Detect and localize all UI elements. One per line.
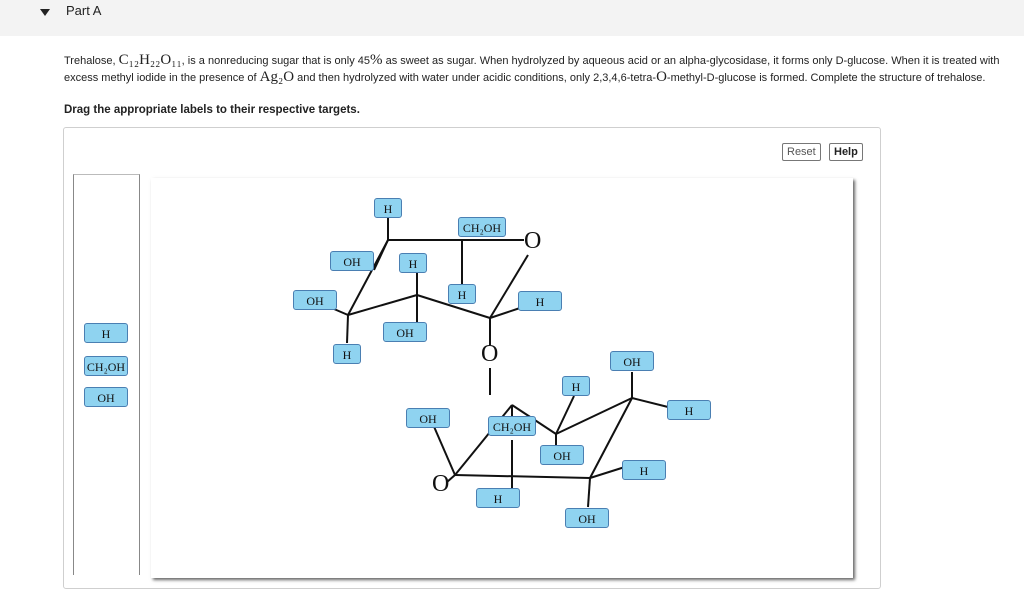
- percent-sign: %: [370, 52, 383, 68]
- problem-text-3: as sweet as sugar. When hydrolyzed by aqueous acid or an alpha-glycosidase, it forms only D-glucose. When it is treated with excess methyl iodide in the presence of: [64, 55, 1000, 84]
- target-lower-oh-mid[interactable]: OH: [540, 445, 584, 465]
- target-upper-c2-h[interactable]: H: [333, 344, 361, 364]
- part-title: Part A: [66, 3, 102, 18]
- target-upper-c3-oh[interactable]: OH: [330, 251, 374, 271]
- bank-label-ch2oh[interactable]: CH₂OH: [84, 356, 128, 376]
- target-lower-h-bottom[interactable]: H: [476, 488, 520, 508]
- target-lower-oh-bottom[interactable]: OH: [565, 508, 609, 528]
- bank-label-h[interactable]: H: [84, 323, 128, 343]
- target-upper-c5-h[interactable]: H: [448, 284, 476, 304]
- target-lower-ch2oh[interactable]: CH₂OH: [488, 416, 536, 436]
- bank-label-oh[interactable]: OH: [84, 387, 128, 407]
- lower-ring-oxygen: O: [432, 471, 450, 497]
- problem-text-5: -methyl-D-glucose is formed. Complete the structure of trehalose.: [666, 72, 986, 84]
- glycosidic-oxygen: O: [481, 341, 499, 367]
- target-upper-c4-oh[interactable]: OH: [383, 322, 427, 342]
- instruction: Drag the appropriate labels to their respective targets.: [64, 104, 360, 116]
- upper-ring-oxygen: O: [524, 228, 542, 254]
- reagent-formula: Ag₂O: [259, 69, 295, 85]
- target-upper-ch2oh[interactable]: CH₂OH: [458, 217, 506, 237]
- help-button[interactable]: Help: [829, 143, 863, 161]
- target-lower-h-right[interactable]: H: [667, 400, 711, 420]
- target-lower-oh-right[interactable]: OH: [610, 351, 654, 371]
- target-lower-oh-left[interactable]: OH: [406, 408, 450, 428]
- problem-text-2: , is a nonreducing sugar that is only 45: [181, 55, 371, 67]
- target-upper-c4-h[interactable]: H: [374, 198, 402, 218]
- target-upper-c1-h[interactable]: H: [518, 291, 562, 311]
- problem-text-1: Trehalose,: [64, 55, 119, 67]
- trehalose-formula: C₁₂H₂₂O₁₁: [118, 52, 182, 68]
- target-upper-c2-oh[interactable]: OH: [293, 290, 337, 310]
- target-lower-h-lower-right[interactable]: H: [622, 460, 666, 480]
- o-letter: O: [656, 69, 667, 85]
- problem-text-4: and then hydrolyzed with water under acidic conditions, only 2,3,4,6-tetra-: [294, 72, 657, 84]
- reset-button[interactable]: Reset: [782, 143, 821, 161]
- target-lower-h-mid[interactable]: H: [562, 376, 590, 396]
- target-upper-c3-h[interactable]: H: [399, 253, 427, 273]
